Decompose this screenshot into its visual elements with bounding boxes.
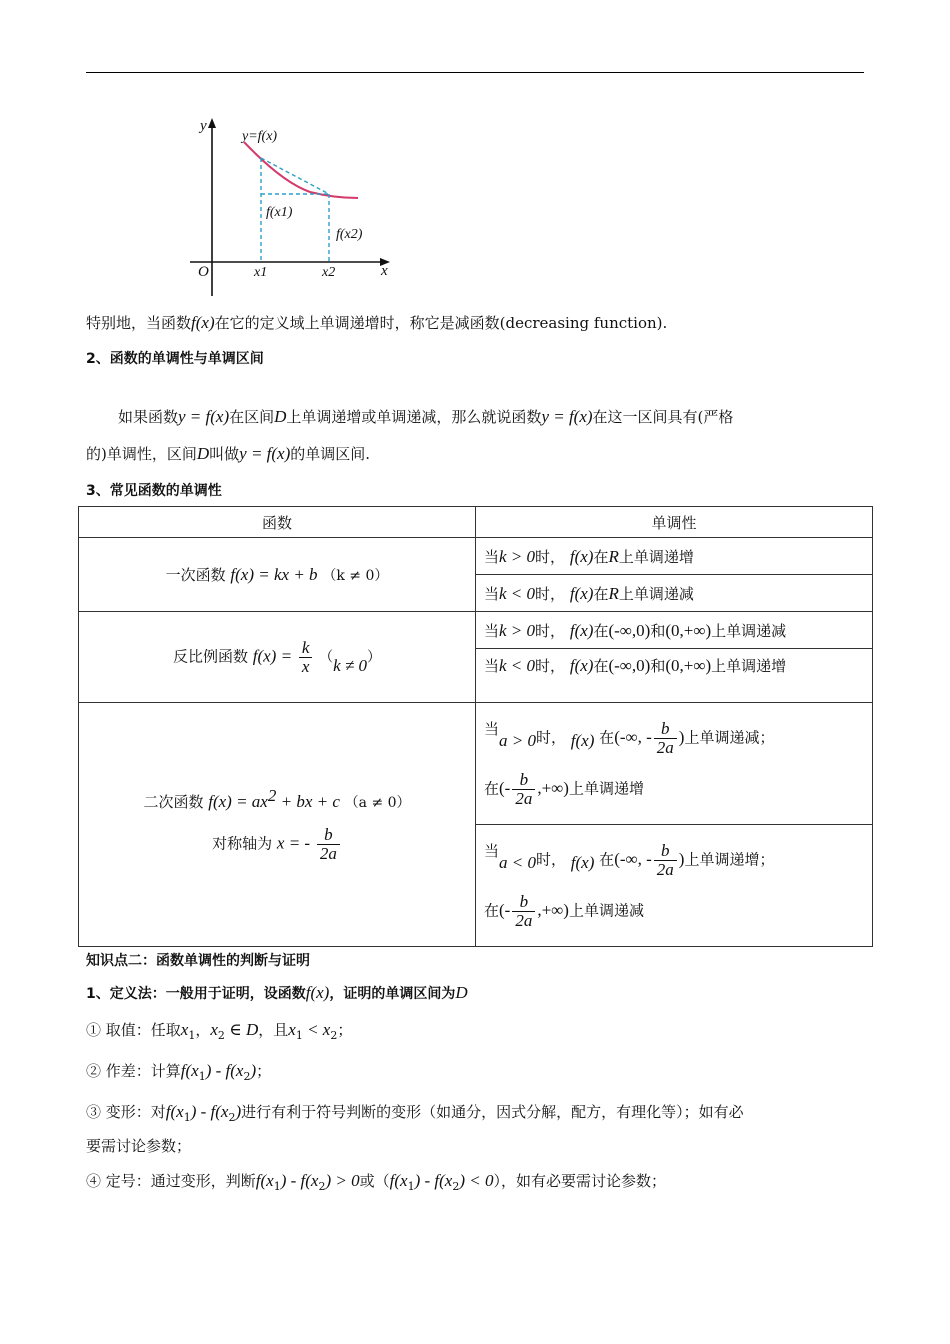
text-span: 上单调递减: [711, 621, 787, 640]
text-span: 1: [407, 1180, 415, 1193]
text-span: R: [608, 546, 619, 566]
text-span: ): [235, 1102, 242, 1121]
text-span: ④ 定号：通过变形，判断: [86, 1172, 256, 1190]
text-span: 当: [484, 842, 500, 860]
text: 特别地，当函数: [86, 314, 192, 332]
text-span: 2a: [656, 859, 674, 879]
text-span: f(x): [569, 583, 594, 603]
text-span: 二次函数: [143, 793, 204, 811]
text-span: x: [288, 1020, 296, 1039]
text-span: 2a: [319, 844, 337, 863]
text: 在它的定义域上单调递增时，称它是减函数(decreasing function).: [214, 314, 668, 332]
text-span: 2: [217, 1029, 225, 1042]
text-span: ）: [367, 649, 382, 665]
text-span: f(x) =: [252, 646, 293, 665]
text-span: y = f(x): [239, 444, 291, 463]
text-span: 叫做: [209, 445, 240, 463]
linear-increasing-cell: [476, 538, 873, 575]
text-span: (-: [499, 900, 511, 919]
text-span: ∈ D: [224, 1020, 259, 1039]
text-span: 上单调递增或单调递减，那么就说函数: [286, 408, 542, 426]
text-span: 1: [198, 1070, 206, 1083]
text-span: f(x: [255, 1171, 274, 1190]
text-span: f(x: [389, 1171, 408, 1190]
text-span: y = f(x): [541, 407, 593, 426]
text-span: 当: [484, 720, 500, 738]
text-span: (-∞,0): [608, 656, 651, 675]
definition-method: [86, 983, 468, 1003]
text-span: k > 0: [499, 620, 536, 640]
text-span: 上单调递增: [711, 657, 787, 675]
text-span: 上单调递增；: [684, 850, 775, 868]
text-span: 1、定义法：一般用于证明，设函数: [86, 986, 306, 1002]
text-span: ) < 0: [459, 1171, 494, 1190]
text-span: a < 0: [499, 853, 536, 872]
text-span: 2: [330, 1029, 338, 1042]
text-span: ，: [195, 1021, 211, 1039]
text-span: + bx + c: [276, 792, 340, 811]
text-span: 在这一区间具有(严格: [592, 408, 734, 426]
fraction: [654, 842, 677, 879]
text-span: k: [299, 639, 313, 658]
text-span: a > 0: [499, 731, 536, 750]
text-span: b: [654, 720, 677, 739]
header-function: 函数: [79, 507, 476, 538]
text-span: （: [319, 649, 334, 665]
text-span: 在: [599, 728, 615, 746]
text-span: （k ≠ 0）: [322, 568, 389, 584]
step-3-continued: 要需讨论参数；: [86, 1137, 192, 1155]
text-span: f(x): [569, 546, 594, 566]
math-fx: f(x): [191, 313, 215, 332]
text-span: 时，: [535, 547, 566, 566]
text-span: x = -: [276, 833, 311, 853]
text-span: f(x): [569, 656, 594, 675]
text-span: 1: [273, 1180, 281, 1193]
text-span: ，证明的单调区间为: [329, 986, 456, 1002]
text-span: ；: [256, 1062, 272, 1080]
quadratic-a-negative-cell: [476, 825, 873, 947]
text-span: ① 取值：任取: [86, 1021, 181, 1039]
text-span: k > 0: [499, 546, 536, 566]
text-span: （a ≠ 0）: [344, 795, 411, 811]
text-span: b: [654, 842, 677, 861]
text-span: 1: [183, 1111, 191, 1124]
text-span: x2: [322, 265, 336, 280]
text-span: 一次函数: [165, 566, 226, 584]
linear-decreasing-cell: [476, 575, 873, 612]
text-span: ) - f(x: [205, 1061, 244, 1080]
x-axis-label: x: [381, 263, 388, 279]
text-span: f(x): [305, 983, 330, 1002]
text-span: 在: [484, 901, 500, 919]
decreasing-definition: [86, 313, 667, 333]
text-span: 2: [452, 1180, 460, 1193]
text-span: ,+∞): [537, 900, 569, 919]
table-header-row: [79, 507, 873, 538]
text-span: 2: [228, 1111, 236, 1124]
inverse-k-negative-cell: [476, 649, 873, 703]
knowledge-point-2-heading: 知识点二：函数单调性的判断与证明: [86, 953, 310, 969]
text-span: k ≠ 0: [333, 656, 368, 675]
fraction: [317, 826, 340, 863]
text-span: 在区间: [229, 408, 275, 426]
text-span: ；: [337, 1021, 353, 1039]
text-span: 和: [650, 621, 666, 640]
text-span: (0,+∞): [665, 620, 712, 640]
text-span: 2a: [515, 788, 533, 808]
quadratic-a-positive-cell: [476, 703, 873, 825]
text-span: 在: [484, 779, 500, 797]
text-span: 在: [593, 584, 609, 603]
linear-function-cell: [79, 538, 476, 612]
y-axis-arrow-icon: [208, 118, 216, 128]
text-span: f(x) = ax: [208, 792, 268, 811]
fraction: [654, 720, 677, 757]
text-span: 2: [267, 786, 277, 805]
text-span: ): [678, 727, 685, 746]
text-span: 上单调递减；: [684, 728, 775, 746]
text-span: < x: [302, 1020, 331, 1039]
text-span: 在: [593, 547, 609, 566]
text-span: 对称轴为: [212, 834, 273, 853]
text-span: ) > 0: [325, 1171, 360, 1190]
table-row: [79, 703, 873, 825]
header-rule: [86, 72, 864, 73]
text-span: 如果函数: [118, 408, 179, 426]
text-span: 当: [484, 657, 500, 675]
table-row: [79, 612, 873, 649]
table-row: [79, 538, 873, 575]
text-span: 时，: [535, 621, 566, 640]
section-3-heading: 3、常见函数的单调性: [86, 483, 222, 499]
text-span: ): [678, 849, 685, 868]
header-monotonicity: 单调性: [476, 507, 873, 538]
fraction: [512, 771, 535, 808]
text-span: ，且: [258, 1021, 289, 1039]
text-span: 在: [593, 621, 609, 640]
text-span: x: [210, 1020, 218, 1039]
text-span: f(x: [165, 1102, 184, 1121]
text-span: 或（: [359, 1172, 390, 1190]
text-span: 2a: [656, 737, 674, 757]
text-span: 时，: [536, 728, 567, 746]
inverse-function-cell: [79, 612, 476, 703]
text-span: f(x) = kx + b: [230, 565, 318, 584]
text-span: (-∞,0): [608, 620, 651, 640]
text-span: b: [512, 893, 535, 912]
text-span: ,+∞): [537, 778, 569, 797]
fx2-label: f(x2): [336, 227, 363, 242]
text-span: 1: [188, 1029, 196, 1042]
text-span: 时，: [535, 584, 566, 603]
quadratic-function-cell: [79, 703, 476, 947]
step-3: [86, 1102, 744, 1128]
text-span: ) - f(x: [190, 1102, 229, 1121]
text-span: x: [180, 1020, 189, 1039]
text-span: ) - f(x: [414, 1171, 453, 1190]
text-span: ），如有必要需讨论参数；: [493, 1172, 666, 1190]
text-span: (0,+∞): [665, 656, 712, 675]
text-span: 时，: [535, 657, 566, 675]
text-span: f(x): [569, 620, 594, 640]
text-span: 上单调递增: [568, 779, 644, 797]
text-span: ② 作差：计算: [86, 1062, 181, 1080]
x1-label: [253, 265, 267, 280]
text-span: (-∞, -: [614, 849, 652, 868]
text-span: D: [455, 983, 468, 1002]
fx1-label: f(x1): [266, 205, 293, 220]
text-span: 在: [599, 850, 615, 868]
text-span: 1: [295, 1029, 303, 1042]
text-span: R: [608, 583, 619, 603]
text-span: 和: [650, 657, 666, 675]
text-span: ) - f(x: [280, 1171, 319, 1190]
y-axis-label: y: [200, 118, 207, 134]
text-span: 上单调递增: [618, 547, 694, 566]
text-span: (-∞, -: [614, 727, 652, 746]
text-span: ③ 变形：对: [86, 1103, 166, 1121]
text-span: 当: [484, 547, 500, 566]
text-span: 进行有利于符号判断的变形（如通分，因式分解，配方，有理化等）；如有必: [241, 1103, 744, 1121]
section-2-line-2: [86, 444, 370, 464]
text-span: 2: [243, 1070, 251, 1083]
monotonicity-table: [78, 506, 873, 947]
text-span: b: [512, 771, 535, 790]
step-4: [86, 1171, 666, 1197]
dash-secant: [261, 158, 329, 194]
text-span: x1: [254, 265, 268, 280]
inverse-k-positive-cell: [476, 612, 873, 649]
text-span: (-: [499, 778, 511, 797]
curve-label: y=f(x): [242, 129, 278, 144]
math-yfx: y = f(x): [178, 407, 230, 426]
text-span: D: [274, 407, 287, 426]
section-2-line-1: [118, 407, 733, 427]
step-2: [86, 1061, 271, 1087]
x2-label: [321, 265, 335, 280]
fraction: [512, 893, 535, 930]
text-span: 上单调递减: [618, 584, 694, 603]
step-1: [86, 1020, 352, 1046]
text-span: D: [196, 444, 210, 463]
text-span: f(x): [570, 731, 595, 750]
text-span: 反比例函数: [172, 647, 248, 665]
text-span: 2: [318, 1180, 326, 1193]
text-span: 的)单调性，区间: [86, 445, 197, 463]
text-span: 2a: [515, 910, 533, 930]
text-span: b: [317, 826, 340, 845]
text-span: 当: [484, 584, 500, 603]
section-2-heading: 2、函数的单调性与单调区间: [86, 351, 264, 367]
monotonic-decreasing-graph: [186, 112, 400, 300]
text-span: 的单调区间.: [290, 445, 371, 463]
text-span: ): [250, 1061, 257, 1080]
text-span: 时，: [536, 850, 567, 868]
text-span: k < 0: [499, 583, 536, 603]
text-span: 当: [484, 621, 500, 640]
text-span: k < 0: [499, 656, 536, 675]
text-span: f(x: [180, 1061, 199, 1080]
origin-label: O: [198, 264, 209, 280]
text-span: f(x): [570, 853, 595, 872]
fraction: [299, 639, 313, 676]
text-span: x: [301, 656, 310, 676]
text-span: 上单调递减: [568, 901, 644, 919]
text-span: 在: [593, 657, 609, 675]
